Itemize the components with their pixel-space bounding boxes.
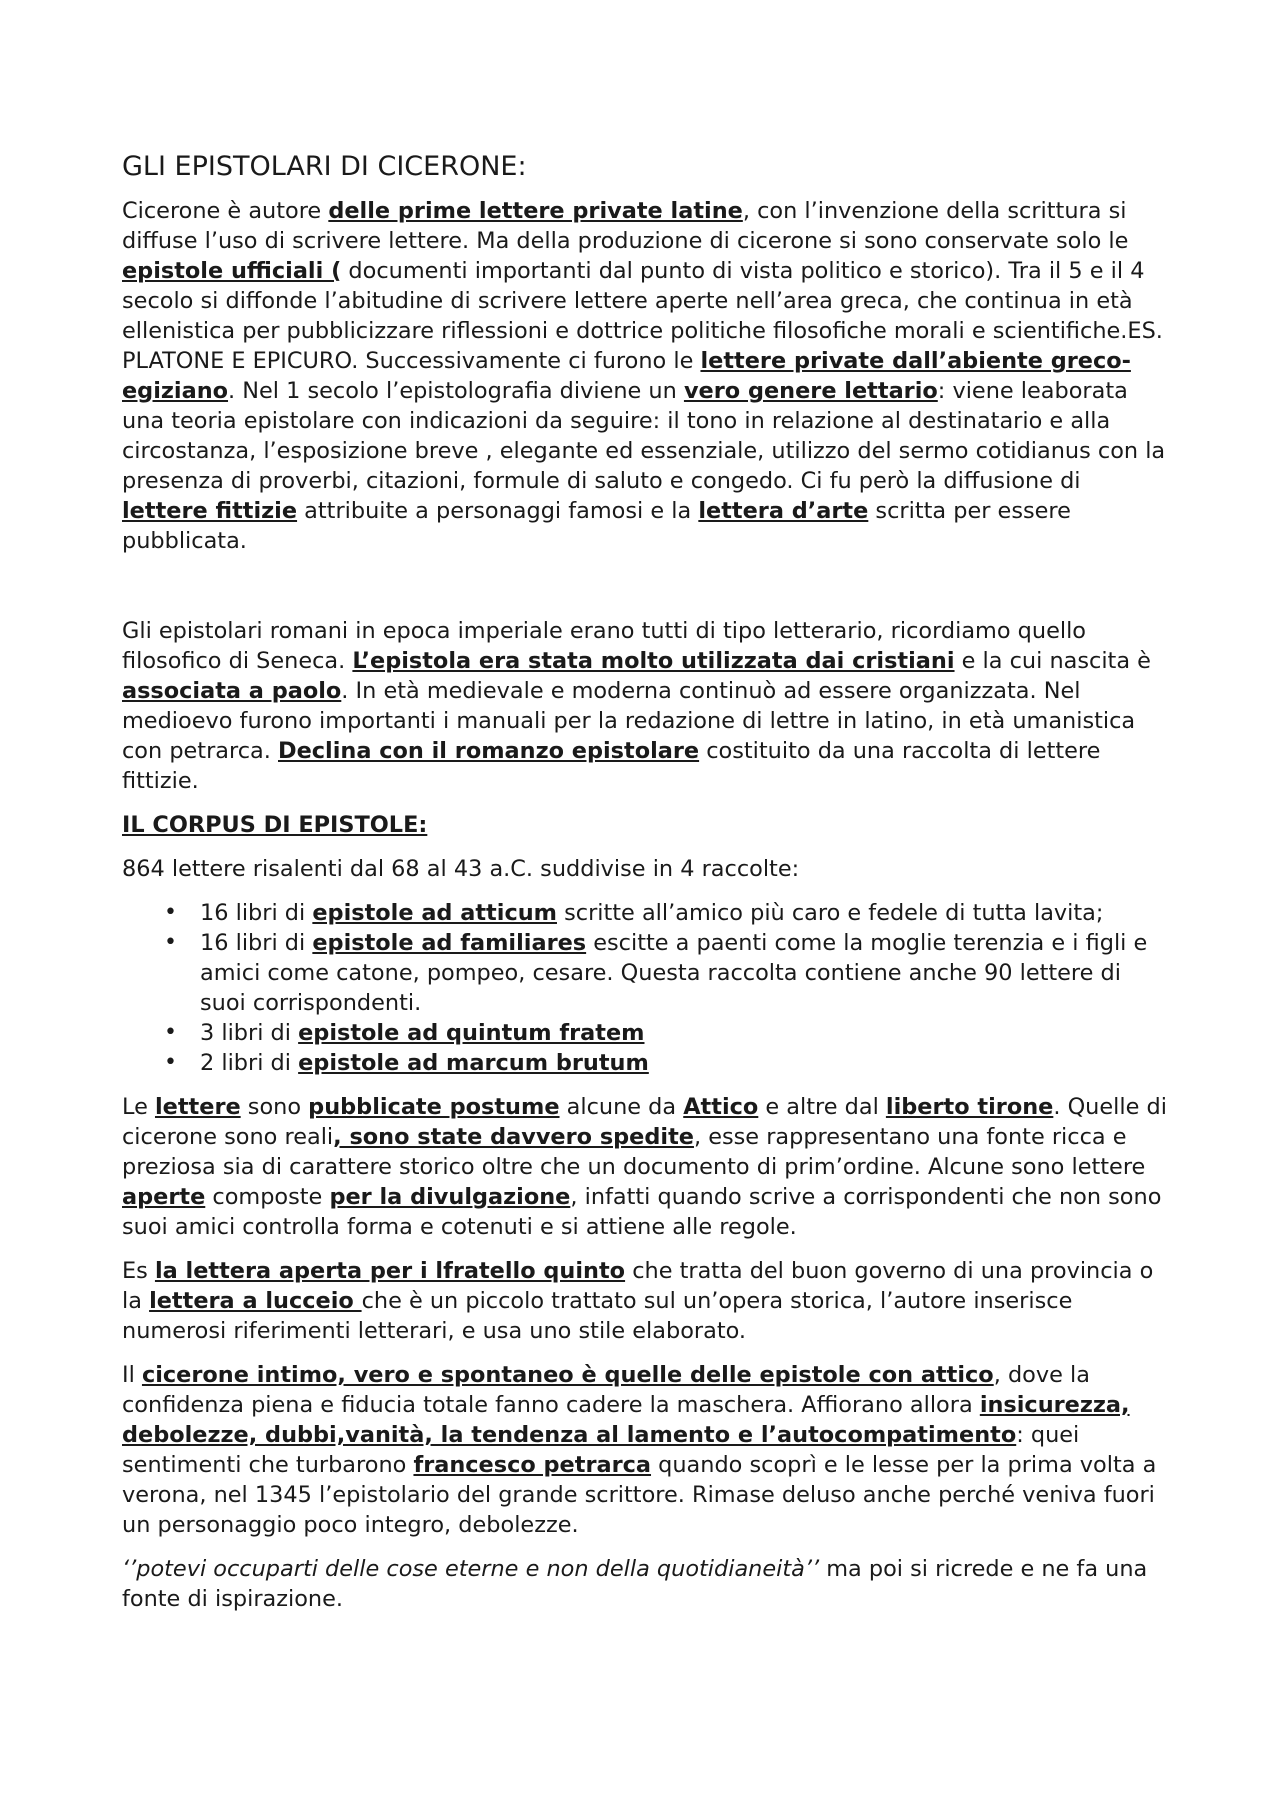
emphasis: lettere: [154, 1094, 241, 1120]
paragraph-imperial-epoch: [122, 616, 1167, 796]
emphasis: per la divulgazione: [329, 1184, 571, 1210]
emphasis: aperte: [122, 1184, 206, 1210]
document-title: GLI EPISTOLARI DI CICERONE:: [122, 151, 527, 182]
emphasis: epistole ufficiali (: [122, 258, 342, 284]
text: quando scoprì e le lesse per la prima volta a verona, nel 1345 l’epistolario del grande scrittore. Rimase deluso anche perché veniva fuori un personaggio poco integro, debolezze.: [122, 1452, 1157, 1538]
text: . Quelle di cicerone sono reali: [122, 1094, 1167, 1150]
text: . Nel 1 secolo l’epistolografia diviene un: [228, 378, 684, 404]
text: . In età medievale e moderna continuò ad essere organizzata. Nel medioevo furono importanti i manuali per la redazione di lettre in latino, in età umanistica con petrarca.: [122, 678, 1136, 764]
emphasis: Attico: [683, 1094, 759, 1120]
emphasis: lettera d’arte: [698, 498, 869, 524]
emphasis: liberto tirone: [885, 1094, 1054, 1120]
text: Le: [122, 1094, 155, 1120]
list-item: [122, 928, 1167, 1018]
emphasis: Declina con il romanzo epistolare: [278, 738, 700, 764]
paragraph-intimate-cicero: [122, 1360, 1167, 1540]
text: , dove la confidenza piena e fiducia totale fanno cadere la maschera. Affiorano allora: [122, 1362, 1090, 1418]
text: alcune da: [559, 1094, 684, 1120]
corpus-list: [122, 898, 1167, 1078]
emphasis: lettera a lucceio: [149, 1288, 362, 1314]
text: Cicerone è autore: [122, 198, 329, 224]
list-item: [122, 898, 1167, 928]
emphasis: pubblicate postume: [308, 1094, 560, 1120]
list-item: [122, 1048, 1167, 1078]
emphasis: lettere fittizie: [122, 498, 298, 524]
emphasis: francesco petrarca: [413, 1452, 652, 1478]
paragraph-origins: [122, 196, 1167, 556]
spacer: [122, 556, 1167, 616]
paragraph-quote: [122, 1554, 1167, 1614]
text: 16 libri di: [200, 900, 313, 926]
text: sono: [240, 1094, 309, 1120]
text: documenti importanti dal punto di vista politico e storico). Tra il 5 e il 4 secolo si diffonde l’abitudine di scrivere lettere aperte nell’area greca, che continua in età ellenistica per pubblicizzare riflessioni e dottrice politiche filosofiche morali e scientifiche.ES. PLATONE E EPICURO. Successivamente ci furono le: [122, 258, 1163, 374]
paragraph-examples: [122, 1256, 1167, 1346]
list-item: [122, 1018, 1167, 1048]
text: Es: [122, 1258, 155, 1284]
heading-text: IL CORPUS DI EPISTOLE:: [122, 812, 428, 838]
text: attribuite a personaggi famosi e la: [297, 498, 699, 524]
text: ma poi si ricrede e ne fa una fonte di ispirazione.: [122, 1556, 1148, 1612]
text: che è un piccolo trattato sul un’opera storica, l’autore inserisce numerosi riferimenti letterari, e usa uno stile elaborato.: [122, 1288, 1073, 1344]
paragraph-publication: [122, 1092, 1167, 1242]
emphasis: L’epistola era stata molto utilizzata dai cristiani: [352, 648, 955, 674]
text: e la cui nascita è: [954, 648, 1151, 674]
emphasis: cicerone intimo, vero e spontaneo è quelle delle epistole con attico: [141, 1362, 994, 1388]
emphasis: vero genere lettario: [683, 378, 938, 404]
text: 2 libri di: [200, 1050, 299, 1076]
text: 16 libri di: [200, 930, 313, 956]
emphasis: epistole ad marcum brutum: [298, 1050, 649, 1076]
section-heading-corpus: [122, 810, 1167, 840]
text: : quei sentimenti che turbarono: [122, 1422, 1080, 1478]
text: : viene leaborata una teoria epistolare con indicazioni da seguire: il tono in relazione al destinatario e alla circostanza, l’esposizione breve , elegante ed essenziale, utilizzo del sermo cotidianus con la presenza di proverbi, citazioni, formule di saluto e congedo. Ci fu però la diffusione di: [122, 378, 1166, 494]
text: Il: [122, 1362, 142, 1388]
text: 3 libri di: [200, 1020, 299, 1046]
text: e altre dal: [758, 1094, 886, 1120]
text: costituito da una raccolta di lettere fittizie.: [122, 738, 1101, 794]
text: scritta per essere pubblicata.: [122, 498, 1071, 554]
emphasis: epistole ad quintum fratem: [298, 1020, 645, 1046]
emphasis: la lettera aperta per i lfratello quinto: [154, 1258, 626, 1284]
text: , con l’invenzione della scrittura si diffuse l’uso di scrivere lettere. Ma della produzione di cicerone si sono conservate solo le: [122, 198, 1129, 254]
text: escitte a paenti come la moglie terenzia e i figli e amici come catone, pompeo, cesare. Questa raccolta contiene anche 90 lettere di suoi corrispondenti.: [200, 930, 1148, 1016]
emphasis: epistole ad atticum: [312, 900, 557, 926]
text: Gli epistolari romani in epoca imperiale erano tutti di tipo letterario, ricordiamo quello filosofico di Seneca.: [122, 618, 1086, 674]
corpus-intro: 864 lettere risalenti dal 68 al 43 a.C. suddivise in 4 raccolte:: [122, 856, 800, 882]
document-page: [122, 150, 1167, 1614]
emphasis: associata a paolo: [122, 678, 342, 704]
text: , infatti quando scrive a corrispondenti che non sono suoi amici controlla forma e cotenuti e si attiene alle regole.: [122, 1184, 1162, 1240]
quote-text: ‘’potevi occuparti delle cose eterne e non della quotidianeità’’: [122, 1556, 820, 1582]
emphasis: insicurezza, debolezze, dubbi,vanità, la tendenza al lamento e l’autocompatimento: [122, 1392, 1130, 1448]
emphasis: , sono state davvero spedite: [333, 1124, 694, 1150]
emphasis: epistole ad familiares: [312, 930, 587, 956]
emphasis: lettere private dall’abiente greco-egiziano: [122, 348, 1131, 404]
emphasis: delle prime lettere private latine: [328, 198, 743, 224]
text: composte: [205, 1184, 330, 1210]
text: , esse rappresentano una fonte ricca e preziosa sia di carattere storico oltre che un documento di prim’ordine. Alcune sono lettere: [122, 1124, 1146, 1180]
text: che tratta del buon governo di una provincia o la: [122, 1258, 1154, 1314]
text: scritte all’amico più caro e fedele di tutta lavita;: [556, 900, 1104, 926]
